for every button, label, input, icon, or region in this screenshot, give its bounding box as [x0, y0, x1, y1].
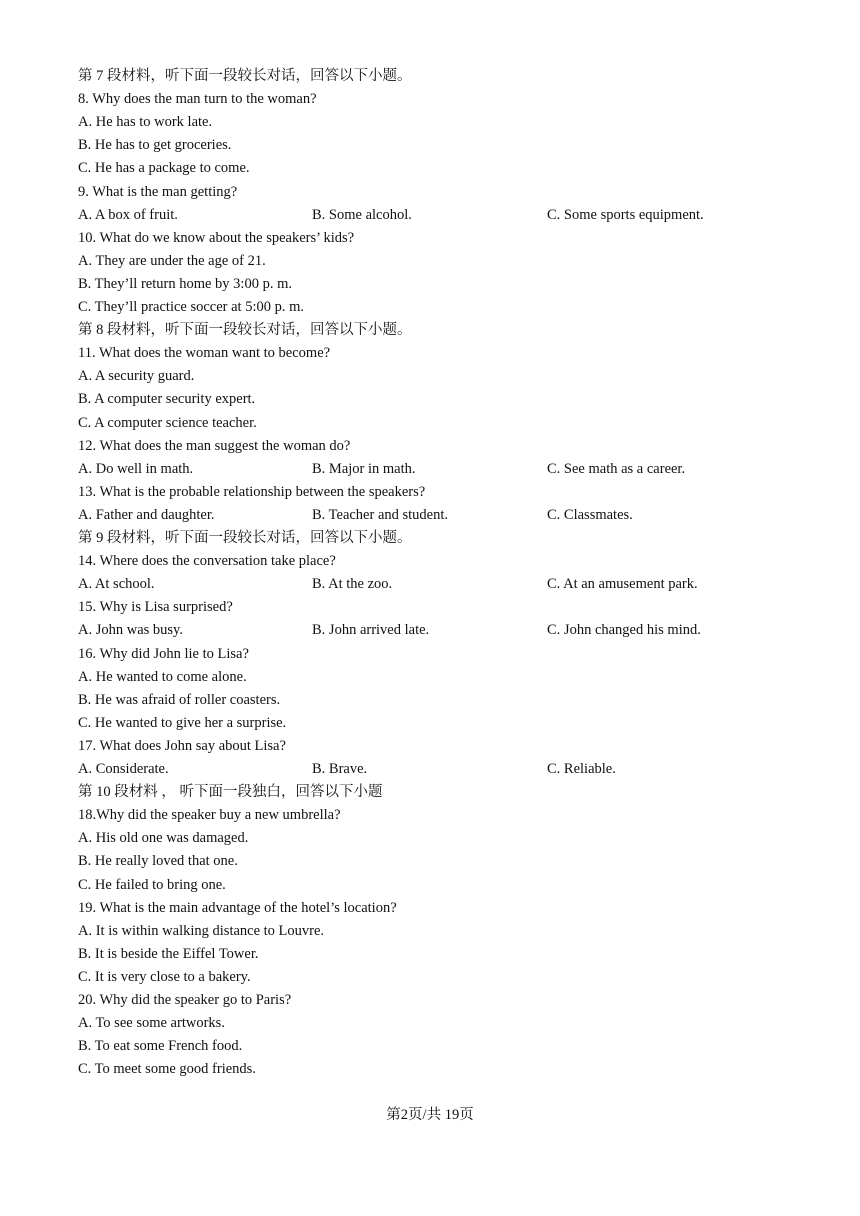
answer-option: C. John changed his mind. — [547, 622, 701, 639]
question-text: 14. Where does the conversation take place? — [78, 553, 336, 570]
answer-option: B. At the zoo. — [312, 576, 393, 593]
answer-option: C. A computer science teacher. — [78, 414, 257, 431]
question-text: 20. Why did the speaker go to Paris? — [78, 992, 292, 1008]
question-text: 11. What does the woman want to become? — [78, 345, 331, 362]
section-heading: 第 8 段材料，听下面一段较长对话，回答以下小题。 — [78, 322, 412, 339]
answer-option: A. Father and daughter. — [78, 506, 215, 523]
answer-option: B. Brave. — [312, 761, 368, 777]
question-text: 8. Why does the man turn to the woman? — [78, 91, 317, 108]
answer-option: C. Classmates. — [547, 506, 633, 523]
answer-option: A. At school. — [78, 576, 155, 593]
answer-option: B. It is beside the Eiffel Tower. — [78, 945, 259, 962]
question-text: 16. Why did John lie to Lisa? — [78, 645, 249, 662]
question-text: 19. What is the main advantage of the hotel’s location? — [78, 899, 397, 916]
answer-option: A. A security guard. — [78, 368, 195, 385]
answer-option: B. He was afraid of roller coasters. — [78, 691, 281, 708]
answer-option: C. Reliable. — [547, 761, 616, 777]
answer-option: C. He has a package to come. — [78, 160, 250, 177]
section-heading: 第 7 段材料，听下面一段较长对话，回答以下小题。 — [78, 68, 412, 84]
answer-option: B. They’ll return home by 3:00 p. m. — [78, 275, 292, 292]
question-text: 15. Why is Lisa surprised? — [78, 599, 233, 616]
answer-option: A. A box of fruit. — [78, 206, 178, 223]
question-text: 9. What is the man getting? — [78, 183, 238, 200]
answer-option: B. John arrived late. — [312, 622, 430, 639]
section-heading: 第 9 段材料，听下面一段较长对话，回答以下小题。 — [78, 530, 412, 546]
answer-option: B. Some alcohol. — [312, 206, 412, 223]
page-footer: 第2页/共 19页 — [386, 1107, 474, 1123]
question-text: 12. What does the man suggest the woman do? — [78, 437, 351, 454]
answer-option: C. At an amusement park. — [547, 576, 698, 593]
question-text: 18.Why did the speaker buy a new umbrella? — [78, 807, 341, 824]
answer-option: C. See math as a career. — [547, 460, 686, 477]
answer-option: A. To see some artworks. — [78, 1015, 225, 1032]
answer-option: A. Considerate. — [78, 761, 169, 777]
answer-option: A. His old one was damaged. — [78, 830, 249, 847]
answer-option: C. Some sports equipment. — [547, 206, 704, 223]
answer-option: B. To eat some French food. — [78, 1038, 243, 1055]
answer-option: C. It is very close to a bakery. — [78, 968, 251, 985]
answer-option: C. To meet some good friends. — [78, 1061, 256, 1078]
answer-option: A. He wanted to come alone. — [78, 668, 247, 685]
answer-option: A. John was busy. — [78, 622, 183, 639]
answer-option: A. They are under the age of 21. — [78, 252, 266, 269]
answer-option: B. He has to get groceries. — [78, 137, 232, 154]
answer-option: A. It is within walking distance to Louvre. — [78, 922, 325, 939]
answer-option: A. He has to work late. — [78, 114, 213, 131]
answer-option: C. He failed to bring one. — [78, 876, 226, 893]
question-text: 13. What is the probable relationship between the speakers? — [78, 483, 426, 500]
answer-option: B. He really loved that one. — [78, 853, 238, 870]
answer-option: C. He wanted to give her a surprise. — [78, 714, 287, 731]
question-text: 10. What do we know about the speakers’ kids? — [78, 229, 355, 246]
answer-option: B. Major in math. — [312, 460, 416, 477]
answer-option: B. A computer security expert. — [78, 391, 256, 408]
question-text: 17. What does John say about Lisa? — [78, 737, 286, 754]
section-heading: 第 10 段材料 ， 听下面一段独白，回答以下小题 — [78, 784, 383, 801]
answer-option: B. Teacher and student. — [312, 506, 449, 523]
answer-option: A. Do well in math. — [78, 460, 194, 477]
answer-option: C. They’ll practice soccer at 5:00 p. m. — [78, 299, 305, 315]
